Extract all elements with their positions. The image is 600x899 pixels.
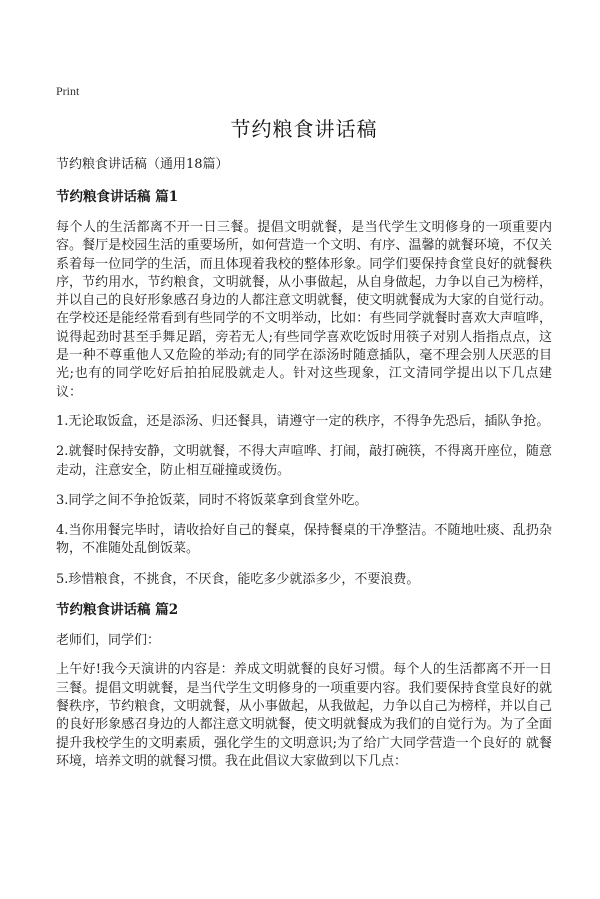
document-title: 节约粮食讲话稿	[230, 117, 378, 141]
section-paragraph: 每个人的生活都离不开一日三餐。提倡文明就餐，是当代学生文明修身的一项重要内容。餐厅是校园生活的重要场所，如何营造一个文明、有序、温馨的就餐环境，不仅关系着每一位同学的生活，而且体现着我校的整体形象。同学们要保持食堂良好的就餐秩序，节约用水，节约粮食，文明就餐，从小事做起，从自身做起，力争以自己为榜样，并以自己的良好形象感召身边的人都注意文明就餐，使文明就餐成为大家的自觉行动。在学校还是能经常看到有些同学的不文明举动，比如：有些同学就餐时喜欢大声喧哗，说得起劲时甚至手舞足蹈，旁若无人;有些同学喜欢吃饭时用筷子对别人指指点点，这是一种不尊重他人又危险的举动;有的同学在添汤时随意插队，毫不理会别人厌恶的目光;也有的同学吃好后拍拍屁股就走人。针对这些现象，江文清同学提出以下几点建议：	[56, 220, 552, 400]
list-item: 3.同学之间不争抢饭菜，同时不将饭菜拿到食堂外吃。	[56, 492, 368, 508]
section-heading: 节约粮食讲话稿 篇2	[56, 602, 179, 619]
list-item: 4.当你用餐完毕时，请收拾好自己的餐桌，保持餐桌的干净整洁。不随地吐痰、乱扔杂物，不准随处乱倒饭菜。	[56, 523, 552, 557]
section-2	[56, 601, 552, 771]
section-heading: 节约粮食讲话稿 篇1	[56, 189, 179, 205]
greeting-line: 老师们，同学们：	[56, 633, 161, 649]
list-item: 2.就餐时保持安静，文明就餐，不得大声喧哗、打闹，敲打碗筷，不得离开座位，随意走动，注意安全，防止相互碰撞或烫伤。	[56, 444, 552, 478]
print-label[interactable]: Print	[56, 84, 80, 98]
section-1	[56, 188, 552, 589]
list-item: 1.无论取饭盒，还是添汤、归还餐具，请遵守一定的秩序，不得争先恐后，插队争抢。	[56, 413, 550, 429]
list-item: 5.珍惜粮食，不挑食，不厌食，能吃多少就添多少，不要浪费。	[56, 571, 420, 587]
section-paragraph: 上午好!我今天演讲的内容是：养成文明就餐的良好习惯。每个人的生活都离不开一日三餐。提倡文明就餐，是当代学生文明修身的一项重要内容。我们要保持食堂良好的就餐秩序，节约粮食，文明就餐，从小事做起，从我做起，力争以自己为榜样，并以自己的良好形象感召身边的人都注意文明就餐，使文明就餐成为我们的自觉行为。为了全面提升我校学生的文明素质，强化学生的文明意识;为了给广大同学营造一个良好的 就餐环境，培养文明的就餐习惯。我在此倡议大家做到以下几点：	[56, 662, 552, 769]
document-subtitle: 节约粮食讲话稿（通用18篇）	[56, 157, 229, 172]
